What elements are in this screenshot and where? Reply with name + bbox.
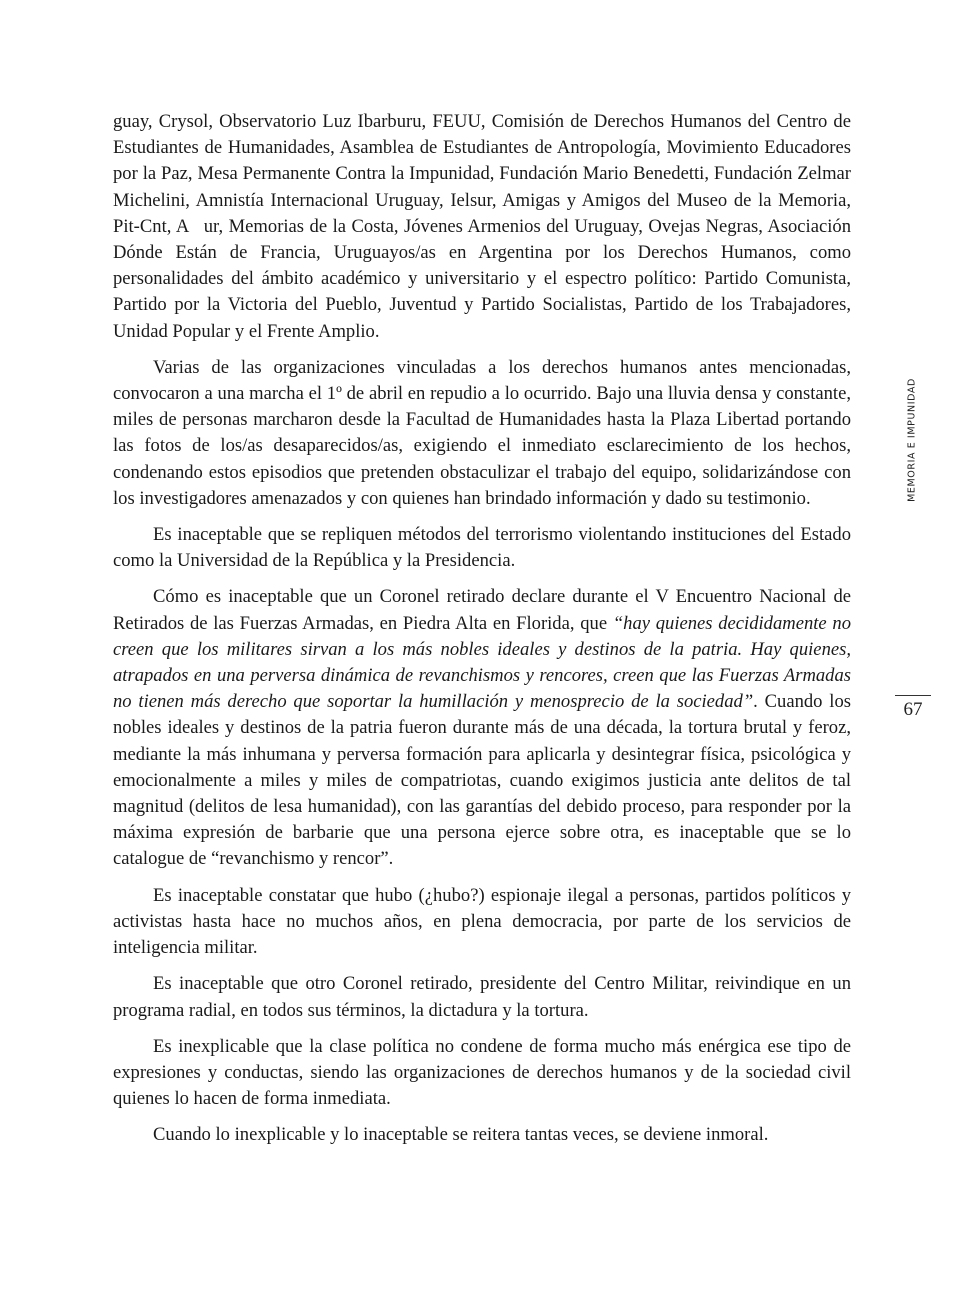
paragraph-5-text: Es inaceptable constatar que hubo (¿hubo?) espionaje ilegal a personas, partidos políticos y activistas hasta hace no muchos años, en plena democracia, por parte de los servicios de inteligencia militar. [113, 884, 851, 959]
paragraph-7-text: Es inexplicable que la clase política no condene de forma mucho más enérgica ese tipo de expresiones y conductas, siendo las organizaciones de derechos humanos y de la sociedad civil quienes lo hacen de forma inmediata. [113, 1035, 851, 1110]
running-header: MEMORIA E IMPUNIDAD [906, 378, 918, 502]
paragraph-3 [113, 522, 851, 574]
paragraph-3-text: Es inaceptable que se repliquen métodos del terrorismo violentando instituciones del Estado como la Universidad de la República y la Presidencia. [113, 524, 851, 572]
paragraph-1 [113, 109, 851, 345]
paragraph-8-text: Cuando lo inexplicable y lo inaceptable se reitera tantas veces, se deviene inmoral. [153, 1124, 769, 1146]
paragraph-2-text: Varias de las organizaciones vinculadas a los derechos humanos antes mencionadas, convocaron a una marcha el 1º de abril en repudio a lo ocurrido. Bajo una lluvia densa y constante, miles de personas marcharon desde la Facultad de Humanidades hasta la Plaza Libertad portando las fotos de los/as desaparecidos/as, exigiendo el inmediato esclarecimiento de los hechos, condenando estos episodios que pretenden obstaculizar el trabajo del equipo, solidarizándose con los investigadores amenazados y con quienes han brindado información y dado su testimonio. [113, 356, 851, 509]
paragraph-6 [113, 971, 851, 1023]
paragraph-1-text: guay, Crysol, Observatorio Luz Ibarburu, FEUU, Comisión de Derechos Humanos del Centro de Estudiantes de Humanidades, Asamblea de Estudiantes de Antropología, Movimiento Educadores por la Paz, Mesa Permanente Contra la Impunidad, Fundación Mario Benedetti, Fundación Zelmar Michelini, Amnistía Internacional Uruguay, Ielsur, Amigas y Amigos del Museo de la Memoria, Pit-Cnt, A ur, Memorias de la Costa, Jóvenes Armenios del Uruguay, Ovejas Negras, Asociación Dónde Están de Francia, Uruguayos/as en Argentina por los Derechos Humanos, como personalidades del ámbito académico y universitario y el espectro político: Partido Comunista, Partido por la Victoria del Pueblo, Juventud y Partido Socialistas, Partido de los Trabajadores, Unidad Popular y el Frente Amplio. [113, 111, 851, 342]
paragraph-4-quote: “hay quienes decididamente no creen que los militares sirvan a los más nobles ideales y destinos de la patria. Hay quienes, atrapados en una perversa dinámica de revanchismos y rencores, creen que las Fuerzas Armadas no tienen más derecho que soportar la humillación y menosprecio de la sociedad” [113, 612, 851, 713]
paragraph-4-text-intro: Cómo es inaceptable que un Coronel retirado declare durante el V Encuentro Nacional de Retirados de las Fuerzas Armadas, en Piedra Alta en Florida, que [113, 586, 851, 634]
page-number-rule [895, 695, 931, 696]
paragraph-5 [113, 883, 851, 962]
paragraph-4 [113, 584, 851, 872]
paragraph-6-text: Es inaceptable que otro Coronel retirado, presidente del Centro Militar, reivindique en un programa radial, en todos sus términos, la dictadura y la tortura. [113, 973, 851, 1021]
paragraph-4-text-rest: . Cuando los nobles ideales y destinos de la patria fueron durante más de una década, la tortura brutal y feroz, mediante la más inhumana y perversa formación para aplicarla y desintegrar física, psicológica y emocionalmente a miles y miles de compatriotas, cuando exigimos justicia ante delitos de tal magnitud (delitos de lesa humanidad), con las garantías del debido proceso, para responder por la máxima expresión de barbarie que una persona ejerce sobre otra, es inaceptable que se lo catalogue de “revanchismo y rencor”. [113, 691, 851, 870]
paragraph-7 [113, 1034, 851, 1113]
paragraph-8 [113, 1122, 851, 1148]
paragraph-2 [113, 355, 851, 512]
page-number: 67 [903, 699, 923, 720]
body-text [113, 109, 851, 1159]
